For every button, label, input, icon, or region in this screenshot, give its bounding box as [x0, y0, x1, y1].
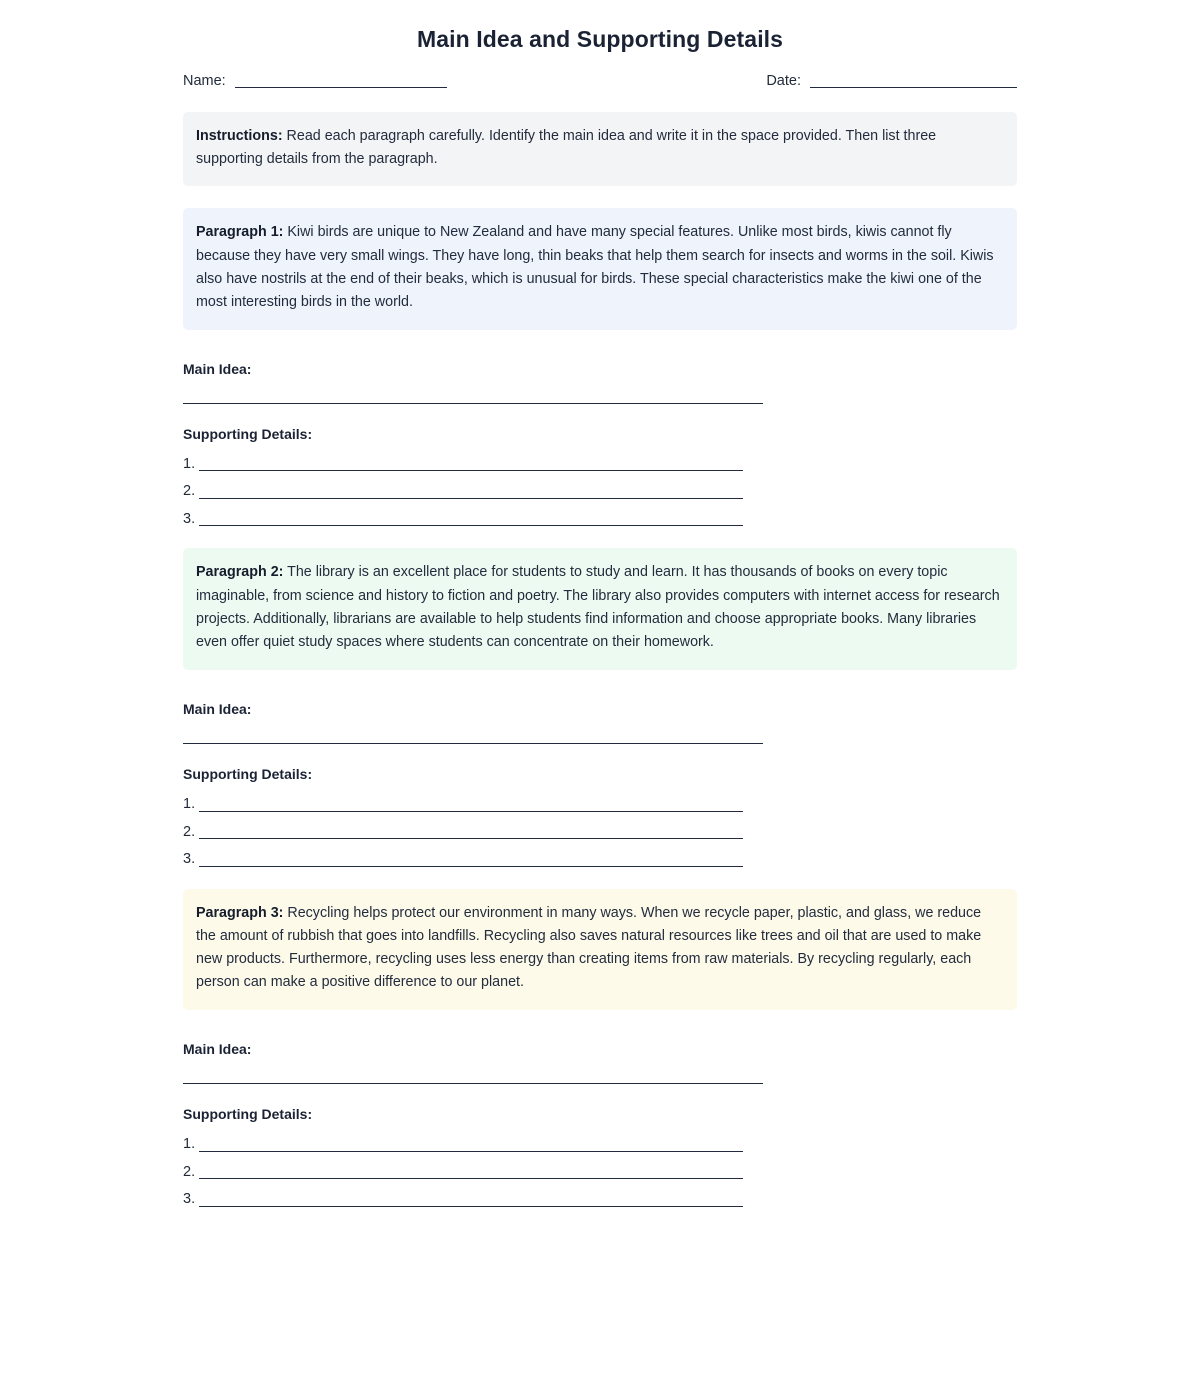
- detail-row: [183, 484, 1017, 499]
- detail-number: 1.: [183, 455, 196, 472]
- detail-number: 3.: [183, 510, 196, 527]
- main-idea-rule-1[interactable]: [183, 403, 763, 404]
- name-field[interactable]: [183, 74, 447, 89]
- paragraph-block-2: [183, 548, 1017, 669]
- main-idea-label-2: Main Idea:: [183, 700, 252, 717]
- detail-number: 2.: [183, 483, 196, 500]
- detail-rule-1-2[interactable]: [199, 485, 743, 499]
- paragraph-label-1: Paragraph 1:: [196, 224, 284, 241]
- detail-number: 2.: [183, 823, 196, 840]
- detail-number: 2.: [183, 1163, 196, 1180]
- detail-rule-3-2[interactable]: [199, 1165, 743, 1179]
- paragraph-text-2: The library is an excellent place for students to study and learn. It has thousands of books on every topic imaginable, from science and history to fiction and poetry. The library also provides computers with internet access for research projects. Additionally, librarians are available to help students find information and choose appropriate books. Many libraries even offer quiet study spaces where students can concentrate on their homework.: [196, 564, 1000, 651]
- main-idea-rule-2[interactable]: [183, 743, 763, 744]
- instructions-label: Instructions:: [196, 128, 283, 145]
- paragraph-label-3: Paragraph 3:: [196, 904, 284, 921]
- main-idea-label-3: Main Idea:: [183, 1040, 252, 1057]
- answer-area-1: [183, 330, 1017, 527]
- answer-area-3: [183, 1010, 1017, 1207]
- detail-row: [183, 797, 1017, 812]
- name-label: Name:: [183, 72, 226, 89]
- date-label: Date:: [766, 72, 801, 89]
- detail-row: [183, 512, 1017, 527]
- detail-number: 3.: [183, 851, 196, 868]
- date-input-rule[interactable]: [810, 74, 1017, 88]
- answer-area-2: [183, 670, 1017, 867]
- paragraph-label-2: Paragraph 2:: [196, 564, 284, 581]
- detail-rule-2-3[interactable]: [199, 853, 743, 867]
- main-idea-rule-3[interactable]: [183, 1083, 763, 1084]
- paragraph-text-1: Kiwi birds are unique to New Zealand and have many special features. Unlike most birds, kiwis cannot fly because they have very small wings. They have long, thin beaks that help them search for insects and worms in the soil. Kiwis also have nostrils at the end of their beaks, which is unusual for birds. These special characteristics make the kiwi one of the most interesting birds in the world.: [196, 224, 994, 311]
- detail-row: [183, 1165, 1017, 1180]
- page-title: Main Idea and Supporting Details: [416, 26, 784, 52]
- detail-number: 1.: [183, 796, 196, 813]
- instructions-box: [183, 112, 1017, 186]
- detail-row: [183, 1137, 1017, 1152]
- detail-rule-1-3[interactable]: [199, 512, 743, 526]
- paragraph-block-1: [183, 208, 1017, 329]
- detail-rule-3-3[interactable]: [199, 1193, 743, 1207]
- instructions-text: Read each paragraph carefully. Identify the main idea and write it in the space provided. Then list three supporting details from the paragraph.: [196, 128, 937, 168]
- detail-rule-2-2[interactable]: [199, 825, 743, 839]
- detail-list-3: [183, 1137, 1017, 1207]
- detail-row: [183, 457, 1017, 472]
- main-idea-label-1: Main Idea:: [183, 360, 252, 377]
- detail-list-1: [183, 457, 1017, 527]
- detail-rule-2-1[interactable]: [199, 798, 743, 812]
- detail-rule-1-1[interactable]: [199, 457, 743, 471]
- date-field[interactable]: [766, 74, 1017, 89]
- detail-number: 1.: [183, 1136, 196, 1153]
- name-input-rule[interactable]: [235, 74, 447, 88]
- detail-rule-3-1[interactable]: [199, 1138, 743, 1152]
- detail-row: [183, 825, 1017, 840]
- supporting-details-label-2: Supporting Details:: [183, 765, 313, 782]
- detail-row: [183, 852, 1017, 867]
- paragraph-block-3: [183, 889, 1017, 1010]
- paragraph-text-3: Recycling helps protect our environment in many ways. When we recycle paper, plastic, and glass, we reduce the amount of rubbish that goes into landfills. Recycling also saves natural resources like trees and oil that are used to make new products. Furthermore, recycling uses less energy than creating items from raw materials. By recycling regularly, each person can make a positive difference to our planet.: [196, 904, 982, 991]
- detail-list-2: [183, 797, 1017, 867]
- supporting-details-label-1: Supporting Details:: [183, 425, 313, 442]
- detail-row: [183, 1192, 1017, 1207]
- supporting-details-label-3: Supporting Details:: [183, 1105, 313, 1122]
- name-date-row: [183, 74, 1017, 89]
- detail-number: 3.: [183, 1191, 196, 1208]
